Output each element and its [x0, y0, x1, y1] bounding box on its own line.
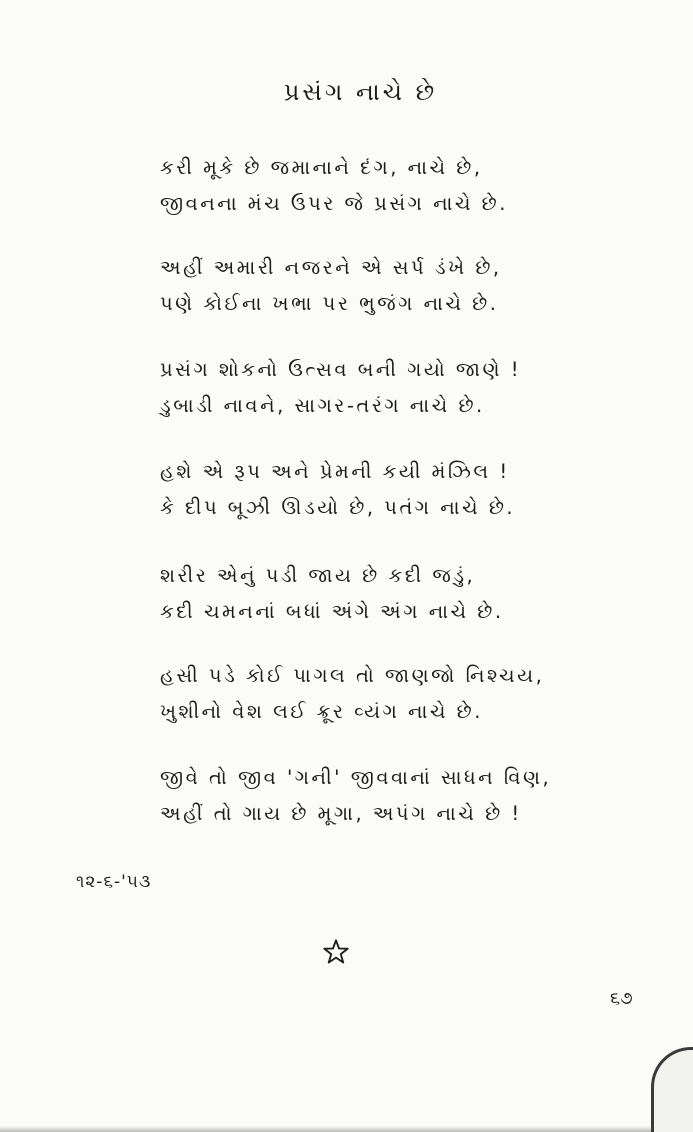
- couplet-line: કરી મૂકે છે જમાનાને દંગ, નાચે છે,: [160, 156, 483, 179]
- couplet-1: [160, 150, 560, 222]
- couplet-line: જીવે તો જીવ 'ગની' જીવવાનાં સાધન વિણ,: [160, 766, 552, 789]
- couplet-line: અહીં તો ગાય છે મૂગા, અપંગ નાચે છે !: [160, 802, 522, 825]
- couplet-line: હસી પડે કોઈ પાગલ તો જાણજો નિશ્ચય,: [160, 664, 545, 687]
- couplet-3: [160, 352, 560, 424]
- couplet-2: [160, 250, 560, 322]
- star-icon: [322, 938, 350, 966]
- couplet-7: [160, 760, 560, 832]
- poem-date: ૧૨-૬-'૫૩: [76, 872, 152, 892]
- couplet-5: [160, 558, 560, 630]
- couplet-line: શરીર એનું પડી જાય છે કદી જડું,: [160, 564, 476, 587]
- couplet-line: ખુશીનો વેશ લઈ ક્રૂર વ્યંગ નાચે છે.: [160, 700, 483, 723]
- couplet-6: [160, 658, 560, 730]
- page-bottom-shadow: [0, 1126, 651, 1132]
- couplet-line: કે દીપ બૂઝી ઊડયો છે, પતંગ નાચે છે.: [160, 496, 516, 519]
- page-corner-curl: [651, 1047, 693, 1132]
- couplet-line: હશે એ રૂપ અને પ્રેમની કયી મંઝિલ !: [160, 460, 510, 483]
- couplet-line: પણે કોઈના ખભા પર ભુજંગ નાચે છે.: [160, 292, 499, 315]
- couplet-line: જીવનના મંચ ઉપર જે પ્રસંગ નાચે છે.: [160, 192, 508, 215]
- couplet-line: પ્રસંગ શોકનો ઉત્સવ બની ગયો જાણે !: [160, 358, 522, 381]
- couplet-4: [160, 454, 560, 526]
- poem-title: પ્રસંગ નાચે છે: [283, 78, 438, 106]
- couplet-line: કદી ચમનનાં બધાં અંગે અંગ નાચે છે.: [160, 600, 504, 623]
- couplet-line: ડુબાડી નાવને, સાગર-તરંગ નાચે છે.: [160, 394, 485, 417]
- page-number: ૬૭: [610, 988, 633, 1009]
- couplet-line: અહીં અમારી નજરને એ સર્પ ડંખે છે,: [160, 256, 502, 279]
